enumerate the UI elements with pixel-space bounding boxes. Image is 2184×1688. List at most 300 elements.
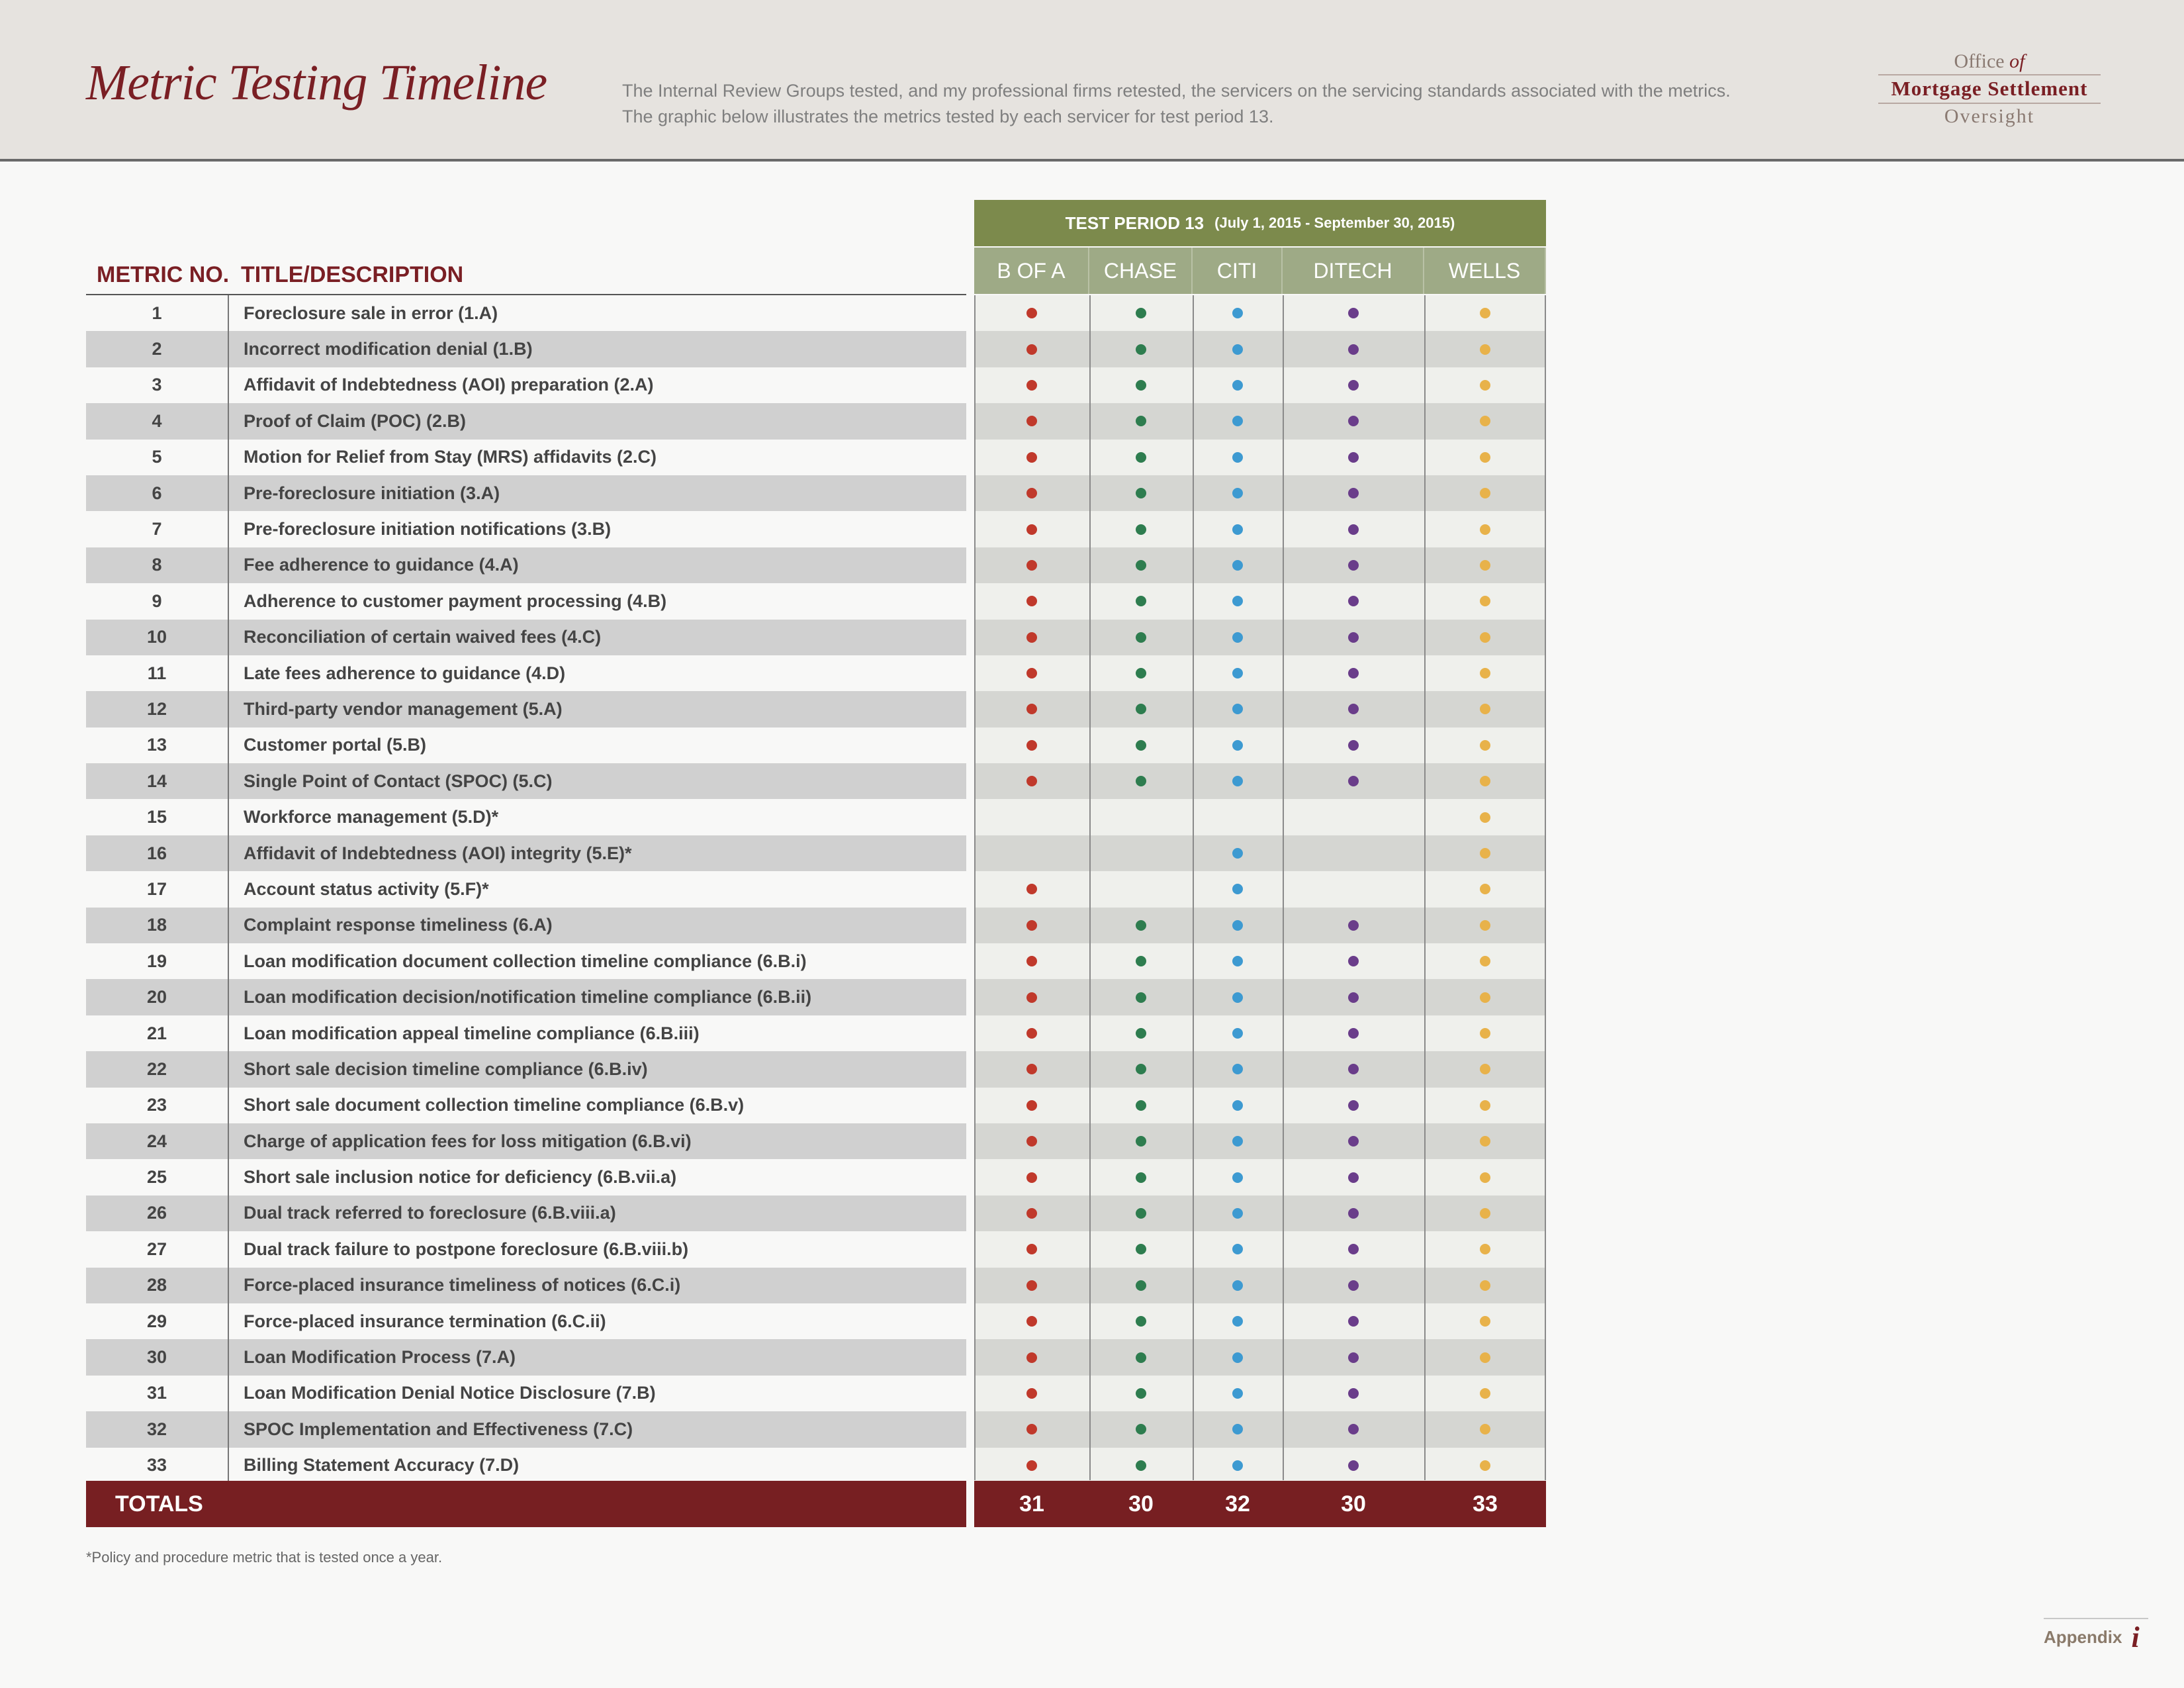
tested-dot-icon [1136,668,1146,679]
tested-dot-icon [1232,1136,1243,1147]
table-row [86,511,1546,547]
tested-dot-icon [1026,920,1037,931]
tested-dot-icon [1480,1460,1490,1471]
test-cell [1283,295,1424,331]
metric-title: Foreclosure sale in error (1.A) [244,303,498,323]
test-cell [974,1231,1089,1267]
test-cell [1424,691,1546,727]
table-row [86,835,1546,871]
tested-dot-icon [1232,452,1243,463]
tested-dot-icon [1026,560,1037,571]
table-row [86,295,1546,331]
metric-title: Proof of Claim (POC) (2.B) [244,410,466,431]
metric-number: 21 [86,1015,229,1051]
tested-dot-icon [1348,632,1359,643]
tested-dot-icon [1348,1208,1359,1219]
test-cell [974,1015,1089,1051]
test-cell [1424,1088,1546,1123]
test-cell [1283,583,1424,619]
tested-dot-icon [1480,344,1490,355]
tested-dot-icon [1232,1316,1243,1327]
page-title: Metric Testing Timeline [86,55,547,111]
tested-dot-icon [1480,956,1490,966]
test-cell [1283,1339,1424,1375]
tested-dot-icon [1480,1424,1490,1434]
test-cell [1089,295,1193,331]
tested-dot-icon [1136,488,1146,498]
test-cell [1424,1123,1546,1159]
tested-dot-icon [1232,1172,1243,1183]
intro-text [622,78,1800,130]
tested-dot-icon [1348,1064,1359,1074]
tested-dot-icon [1232,1244,1243,1254]
metric-title: Loan modification appeal timeline compliance (6.B.iii) [244,1023,700,1043]
tested-dot-icon [1232,992,1243,1003]
tested-dot-icon [1026,380,1037,391]
test-cell [1283,1303,1424,1339]
tested-dot-icon [1232,1208,1243,1219]
test-cell [1089,1376,1193,1411]
tested-dot-icon [1348,1388,1359,1399]
table-row [86,331,1546,367]
test-cell [974,979,1089,1015]
test-cell [1089,1231,1193,1267]
table-row [86,1448,1546,1483]
tested-dot-icon [1026,884,1037,894]
tested-dot-icon [1136,992,1146,1003]
servicer-header-citi: CITI [1193,248,1283,294]
appendix-label: Appendix [2044,1627,2122,1647]
test-cell [1424,799,1546,835]
test-cell [1424,547,1546,583]
servicer-header-ditech: DITECH [1283,248,1424,294]
metric-title: Adherence to customer payment processing (4.B) [244,590,667,611]
test-cell [1193,979,1283,1015]
tested-dot-icon [1136,776,1146,786]
tested-dot-icon [1136,1136,1146,1147]
metric-title: Short sale document collection timeline compliance (6.B.v) [244,1095,745,1115]
metric-title: Loan modification decision/notification timeline compliance (6.B.ii) [244,987,812,1008]
test-cell [1283,655,1424,691]
test-cell [1193,1051,1283,1087]
test-cell [1089,727,1193,763]
test-cell [1283,799,1424,835]
test-cell [1424,1376,1546,1411]
test-cell [1089,943,1193,979]
table-row [86,979,1546,1015]
table-row [86,655,1546,691]
test-cell [1283,440,1424,475]
servicer-header-chase: CHASE [1089,248,1193,294]
test-cell [1424,943,1546,979]
metric-title: Workforce management (5.D)* [244,807,499,827]
test-cell [1089,475,1193,511]
test-cell [1193,655,1283,691]
test-cell [1283,1268,1424,1303]
test-cell [974,1303,1089,1339]
tested-dot-icon [1026,668,1037,679]
table-row [86,943,1546,979]
total-chase: 30 [1128,1491,1154,1517]
tested-dot-icon [1232,1388,1243,1399]
metric-title: Loan Modification Denial Notice Disclosure (7.B) [244,1383,656,1403]
tested-dot-icon [1480,1352,1490,1363]
test-cell [1283,835,1424,871]
test-cell [1283,1448,1424,1483]
metric-number: 16 [86,835,229,871]
tested-dot-icon [1232,1280,1243,1291]
tested-dot-icon [1348,1460,1359,1471]
test-cell [1424,1448,1546,1483]
tested-dot-icon [1136,1064,1146,1074]
tested-dot-icon [1480,1208,1490,1219]
tested-dot-icon [1026,1172,1037,1183]
column-divider [1424,295,1426,1480]
test-cell [1424,655,1546,691]
metric-number: 29 [86,1303,229,1339]
servicer-header-b-of-a: B OF A [974,248,1089,294]
test-cell [1424,1051,1546,1087]
test-cell [974,331,1089,367]
test-cell [1089,403,1193,439]
tested-dot-icon [1348,1172,1359,1183]
table-row [86,1339,1546,1375]
test-cell [1424,1268,1546,1303]
tested-dot-icon [1136,416,1146,426]
metric-number: 32 [86,1411,229,1447]
tested-dot-icon [1136,740,1146,751]
tested-dot-icon [1232,1352,1243,1363]
tested-dot-icon [1480,380,1490,391]
metric-number: 23 [86,1088,229,1123]
metric-number: 25 [86,1159,229,1195]
tested-dot-icon [1480,884,1490,894]
test-cell [1193,440,1283,475]
test-cell [1424,835,1546,871]
metric-title: Pre-foreclosure initiation notifications (3.B) [244,519,612,539]
tested-dot-icon [1232,308,1243,318]
table-row [86,691,1546,727]
appendix-marker [2044,1618,2148,1654]
tested-dot-icon [1136,1028,1146,1039]
total-wells: 33 [1473,1491,1498,1517]
metric-title: Customer portal (5.B) [244,735,427,755]
tested-dot-icon [1348,704,1359,714]
test-cell [1089,583,1193,619]
tested-dot-icon [1348,488,1359,498]
test-cell [1424,1159,1546,1195]
metric-title: Affidavit of Indebtedness (AOI) preparation (2.A) [244,375,654,395]
test-cell [1283,1123,1424,1159]
test-cell [1193,331,1283,367]
test-cell [1283,691,1424,727]
appendix-mark: i [2131,1620,2140,1654]
test-cell [1089,1088,1193,1123]
test-cell [1424,1411,1546,1447]
test-cell [1283,475,1424,511]
metric-title: Incorrect modification denial (1.B) [244,339,533,359]
metric-number: 28 [86,1268,229,1303]
tested-dot-icon [1348,560,1359,571]
tested-dot-icon [1232,560,1243,571]
logo-line-2: Mortgage Settlement [1878,74,2101,104]
tested-dot-icon [1232,1100,1243,1111]
metric-number: 1 [86,295,229,331]
test-cell [1089,1015,1193,1051]
metric-title: SPOC Implementation and Effectiveness (7.C) [244,1419,633,1439]
test-cell [974,943,1089,979]
table-row [86,1231,1546,1267]
tested-dot-icon [1480,776,1490,786]
test-cell [1283,871,1424,907]
test-cell [974,1376,1089,1411]
table-row [86,1196,1546,1231]
test-cell [974,1088,1089,1123]
metric-number: 2 [86,331,229,367]
totals-label: TOTALS [86,1481,966,1527]
table-row [86,403,1546,439]
tested-dot-icon [1480,416,1490,426]
tested-dot-icon [1480,1280,1490,1291]
table-row [86,440,1546,475]
table-row [86,475,1546,511]
table-row [86,1376,1546,1411]
tested-dot-icon [1348,380,1359,391]
tested-dot-icon [1348,1100,1359,1111]
tested-dot-icon [1136,1352,1146,1363]
tested-dot-icon [1232,704,1243,714]
tested-dot-icon [1348,1280,1359,1291]
metric-number: 7 [86,511,229,547]
table-row [86,1159,1546,1195]
metric-title: Short sale inclusion notice for deficiency (6.B.vii.a) [244,1167,677,1188]
tested-dot-icon [1480,848,1490,859]
tested-dot-icon [1232,380,1243,391]
test-cell [1424,511,1546,547]
test-cell [1193,367,1283,403]
test-cell [1193,1159,1283,1195]
tested-dot-icon [1026,1352,1037,1363]
metric-number: 10 [86,620,229,655]
test-cell [974,511,1089,547]
test-cell [1193,763,1283,799]
test-cell [1193,403,1283,439]
test-cell [1424,763,1546,799]
total-b-of-a: 31 [1019,1491,1044,1517]
table-row [86,727,1546,763]
test-cell [1089,799,1193,835]
test-cell [1193,620,1283,655]
test-cell [1089,835,1193,871]
tested-dot-icon [1136,632,1146,643]
tested-dot-icon [1026,596,1037,606]
tested-dot-icon [1480,560,1490,571]
test-cell [1283,727,1424,763]
metric-number: 9 [86,583,229,619]
tested-dot-icon [1480,488,1490,498]
test-cell [1089,620,1193,655]
tested-dot-icon [1480,812,1490,823]
test-cell [1089,1303,1193,1339]
test-cell [1283,763,1424,799]
column-divider [1193,295,1194,1480]
metric-title: Fee adherence to guidance (4.A) [244,555,519,575]
metric-title: Complaint response timeliness (6.A) [244,915,553,935]
tested-dot-icon [1348,740,1359,751]
metric-number: 20 [86,979,229,1015]
metric-number: 17 [86,871,229,907]
table-row [86,908,1546,943]
test-cell [1283,403,1424,439]
metric-number: 26 [86,1196,229,1231]
tested-dot-icon [1480,1028,1490,1039]
table-row [86,763,1546,799]
tested-dot-icon [1232,740,1243,751]
tested-dot-icon [1026,1316,1037,1327]
tested-dot-icon [1026,704,1037,714]
test-cell [1424,583,1546,619]
test-cell [1283,1051,1424,1087]
intro-line-1: The Internal Review Groups tested, and my professional firms retested, the servicers on the servicing standards associated with the metrics. [622,81,1731,101]
test-cell [1424,908,1546,943]
tested-dot-icon [1026,1280,1037,1291]
metric-title: Single Point of Contact (SPOC) (5.C) [244,771,553,791]
tested-dot-icon [1136,524,1146,535]
tested-dot-icon [1348,452,1359,463]
test-cell [1283,1231,1424,1267]
test-cell [1424,1303,1546,1339]
tested-dot-icon [1026,416,1037,426]
table-row [86,620,1546,655]
tested-dot-icon [1348,344,1359,355]
test-cell [1193,1339,1283,1375]
metric-number: 14 [86,763,229,799]
test-cell [1193,1123,1283,1159]
column-divider [974,295,976,1480]
metric-title: Loan modification document collection timeline compliance (6.B.i) [244,951,807,971]
test-cell [974,583,1089,619]
tested-dot-icon [1026,956,1037,966]
test-cell [974,1123,1089,1159]
metric-number: 15 [86,799,229,835]
metric-title: Loan Modification Process (7.A) [244,1347,516,1368]
tested-dot-icon [1026,740,1037,751]
tested-dot-icon [1026,308,1037,318]
tested-dot-icon [1232,416,1243,426]
test-cell [1424,1339,1546,1375]
office-logo [1878,50,2101,128]
tested-dot-icon [1480,596,1490,606]
tested-dot-icon [1136,344,1146,355]
test-cell [1089,1159,1193,1195]
tested-dot-icon [1136,920,1146,931]
tested-dot-icon [1232,596,1243,606]
metric-number: 33 [86,1448,229,1483]
test-cell [1424,979,1546,1015]
test-cell [1283,1376,1424,1411]
test-cell [1193,835,1283,871]
test-cell [1193,547,1283,583]
tested-dot-icon [1232,668,1243,679]
tested-dot-icon [1348,1424,1359,1434]
tested-dot-icon [1136,956,1146,966]
test-cell [1424,620,1546,655]
tested-dot-icon [1480,1064,1490,1074]
test-cell [974,620,1089,655]
test-cell [1089,511,1193,547]
test-cell [974,1411,1089,1447]
footnote: *Policy and procedure metric that is tested once a year. [86,1549,443,1566]
table-row [86,367,1546,403]
metric-title: Dual track failure to postpone foreclosure (6.B.viii.b) [244,1239,689,1259]
metric-title: Account status activity (5.F)* [244,878,489,899]
tested-dot-icon [1026,344,1037,355]
tested-dot-icon [1136,1460,1146,1471]
test-cell [1424,475,1546,511]
test-cell [1193,1448,1283,1483]
test-cell [1193,908,1283,943]
test-cell [974,1448,1089,1483]
test-cell [1424,1231,1546,1267]
table-row [86,583,1546,619]
tested-dot-icon [1480,1172,1490,1183]
tested-dot-icon [1136,1424,1146,1434]
test-cell [1089,1051,1193,1087]
metric-number: 11 [86,655,229,691]
tested-dot-icon [1348,1136,1359,1147]
table-row [86,547,1546,583]
test-cell [1283,1088,1424,1123]
tested-dot-icon [1348,920,1359,931]
test-cell [1193,727,1283,763]
tested-dot-icon [1026,1388,1037,1399]
metric-number: 24 [86,1123,229,1159]
total-citi: 32 [1225,1491,1250,1517]
metrics-table [86,295,1546,1483]
period-dates: (July 1, 2015 - September 30, 2015) [1214,214,1455,231]
metric-number: 27 [86,1231,229,1267]
test-cell [1089,1448,1193,1483]
test-cell [1089,440,1193,475]
metric-title: Reconciliation of certain waived fees (4.C) [244,627,602,647]
metric-title: Charge of application fees for loss mitigation (6.B.vi) [244,1131,692,1151]
tested-dot-icon [1480,632,1490,643]
tested-dot-icon [1026,632,1037,643]
table-row [86,1051,1546,1087]
tested-dot-icon [1026,1028,1037,1039]
test-cell [974,871,1089,907]
title-header: TITLE/DESCRIPTION [241,262,464,287]
tested-dot-icon [1232,524,1243,535]
metric-number: 5 [86,440,229,475]
metric-number: 18 [86,908,229,943]
test-cell [974,1268,1089,1303]
tested-dot-icon [1026,452,1037,463]
test-cell [1193,1268,1283,1303]
table-row [86,1268,1546,1303]
table-row [86,799,1546,835]
test-cell [1089,655,1193,691]
column-divider [1545,295,1546,1480]
table-row [86,1123,1546,1159]
tested-dot-icon [1480,1316,1490,1327]
test-cell [1193,691,1283,727]
test-cell [974,367,1089,403]
metric-number: 3 [86,367,229,403]
metric-title: Affidavit of Indebtedness (AOI) integrity (5.E)* [244,843,632,863]
tested-dot-icon [1480,452,1490,463]
test-cell [1193,583,1283,619]
